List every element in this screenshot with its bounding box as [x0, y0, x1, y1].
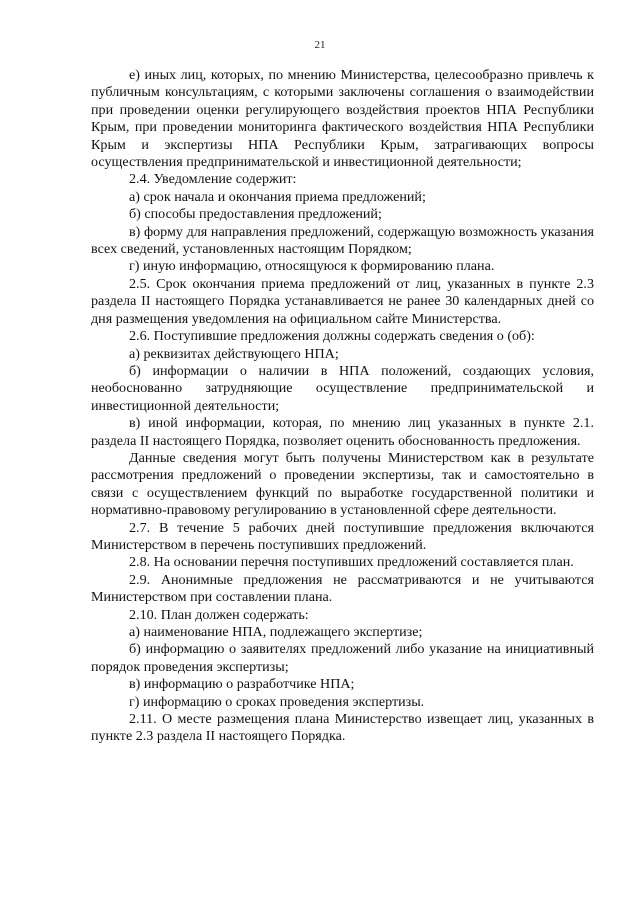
page-number: 21	[314, 39, 326, 51]
paragraph-2-4-v: в) форму для направления предложений, содержащую возможность указания всех сведений, установленных настоящим Порядком;	[91, 223, 594, 258]
paragraph-data-sources: Данные сведения могут быть получены Министерством как в результате рассмотрения предложений о проведении экспертизы, так и самостоятельно в связи с осуществлением функций по выработке государственной политики и нормативно-правовому регулированию в установленной сфере деятельности.	[91, 449, 594, 519]
paragraph-2-4-b: б) способы предоставления предложений;	[129, 206, 382, 223]
paragraph-2-11: 2.11. О месте размещения плана Министерство извещает лиц, указанных в пункте 2.3 раздела II настоящего Порядка.	[91, 711, 594, 745]
paragraph-2-6-b: б) информации о наличии в НПА положений, создающих условия, необоснованно затрудняющие осуществление предпринимательской и инвестиционной деятельности;	[91, 362, 594, 414]
paragraph-2-9: 2.9. Анонимные предложения не рассматриваются и не учитываются Министерством при составлении плана.	[91, 571, 594, 606]
paragraph-2-6-heading: 2.6. Поступившие предложения должны содержать сведения о (об):	[129, 328, 535, 345]
paragraph-2-8: 2.8. На основании перечня поступивших предложений составляется план.	[129, 554, 574, 571]
paragraph-2-4-a: а) срок начала и окончания приема предложений;	[129, 188, 426, 205]
document-body	[91, 67, 594, 746]
paragraph-2-6-v: в) иной информации, которая, по мнению лиц указанных в пункте 2.1. раздела II настоящего Порядка, позволяет оценить обоснованность предложения.	[91, 415, 594, 449]
paragraph-2-4-g: г) иную информацию, относящуюся к формированию плана.	[129, 258, 495, 275]
paragraph-2-10-v: в) информацию о разработчике НПА;	[129, 676, 355, 693]
paragraph-2-10-a: а) наименование НПА, подлежащего экспертизе;	[129, 624, 423, 640]
paragraph-2-10-b: б) информацию о заявителях предложений либо указание на инициативный порядок проведения экспертизы;	[91, 641, 594, 675]
paragraph-2-10-heading: 2.10. План должен содержать:	[129, 606, 309, 623]
paragraph-2-5: 2.5. Срок окончания приема предложений от лиц, указанных в пункте 2.3 раздела II настоящего Порядка устанавливается не ранее 30 календарных дней со дня размещения уведомления на официальном сайте Министерства.	[91, 275, 594, 327]
paragraph-2-10-g: г) информацию о сроках проведения экспертизы.	[129, 693, 425, 710]
paragraph-item-e-other-persons: е) иных лиц, которых, по мнению Министерства, целесообразно привлечь к публичным консультациям, с которыми заключены соглашения о взаимодействии при проведении оценки регулирующего воздействия проектов НПА Республики Крым, при проведении мониторинга фактического воздействия НПА Республики Крым и экспертизы НПА Республики Крым, затрагивающих вопросы осуществления предпринимательской и инвестиционной деятельности;	[91, 67, 594, 171]
paragraph-2-7: 2.7. В течение 5 рабочих дней поступившие предложения включаются Министерством в перечень поступивших предложений.	[91, 519, 594, 553]
paragraph-2-6-a: а) реквизитах действующего НПА;	[129, 345, 339, 362]
paragraph-2-4-heading: 2.4. Уведомление содержит:	[129, 171, 297, 188]
